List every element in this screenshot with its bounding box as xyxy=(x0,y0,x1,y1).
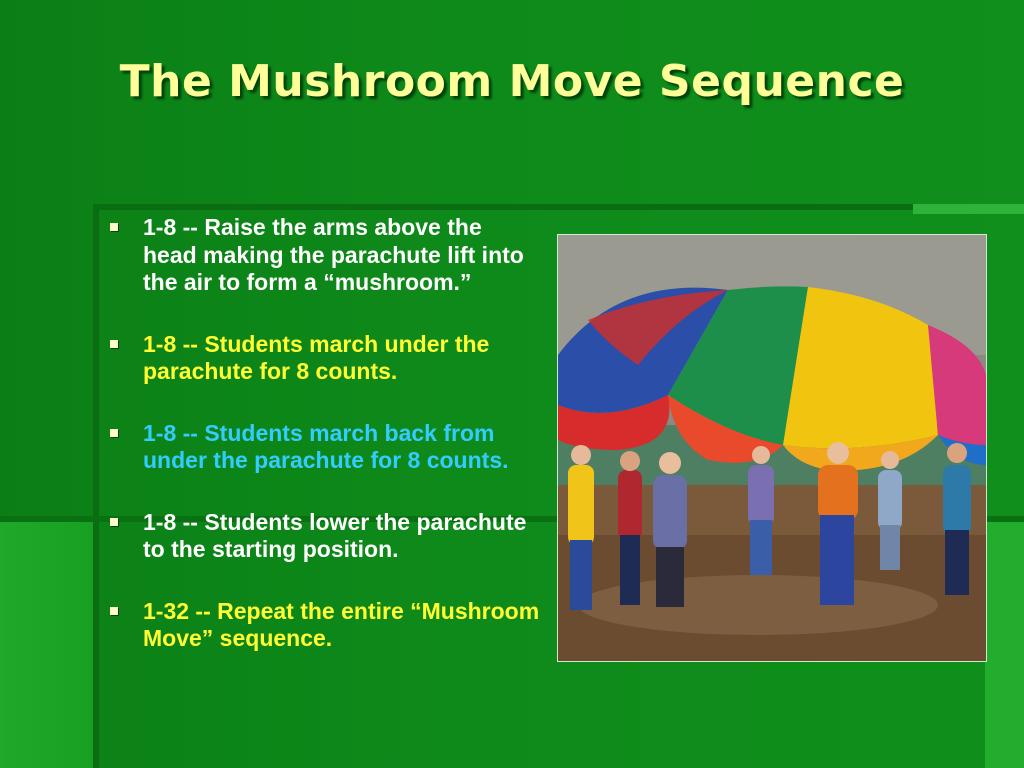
bullet-item xyxy=(108,598,540,653)
bullet-item xyxy=(108,420,540,475)
square-bullet-icon xyxy=(110,223,118,231)
parachute-photo xyxy=(557,234,987,662)
square-bullet-icon xyxy=(110,607,118,615)
decorative-divider-top xyxy=(95,204,913,210)
decorative-band-right xyxy=(985,516,1024,768)
decorative-left-strip xyxy=(93,204,99,768)
decorative-accent xyxy=(913,204,1024,214)
bullet-item xyxy=(108,214,540,297)
bullet-item xyxy=(108,331,540,386)
bullet-text: 1-8 -- Raise the arms above the head making the parachute lift into the air to form a “mushroom.” xyxy=(143,214,524,295)
bullet-item xyxy=(108,509,540,564)
bullet-text: 1-8 -- Students march under the parachute for 8 counts. xyxy=(143,330,490,384)
bullet-text: 1-32 -- Repeat the entire “Mushroom Move” sequence. xyxy=(143,597,540,651)
bullet-list xyxy=(108,214,540,653)
parachute-illustration xyxy=(558,235,986,661)
bullet-text: 1-8 -- Students lower the parachute to the starting position. xyxy=(143,508,527,562)
slide-title: The Mushroom Move Sequence xyxy=(119,56,905,107)
square-bullet-icon xyxy=(110,518,118,526)
decorative-band xyxy=(0,518,95,768)
square-bullet-icon xyxy=(110,429,118,437)
square-bullet-icon xyxy=(110,340,118,348)
bullet-text: 1-8 -- Students march back from under the parachute for 8 counts. xyxy=(143,419,509,473)
